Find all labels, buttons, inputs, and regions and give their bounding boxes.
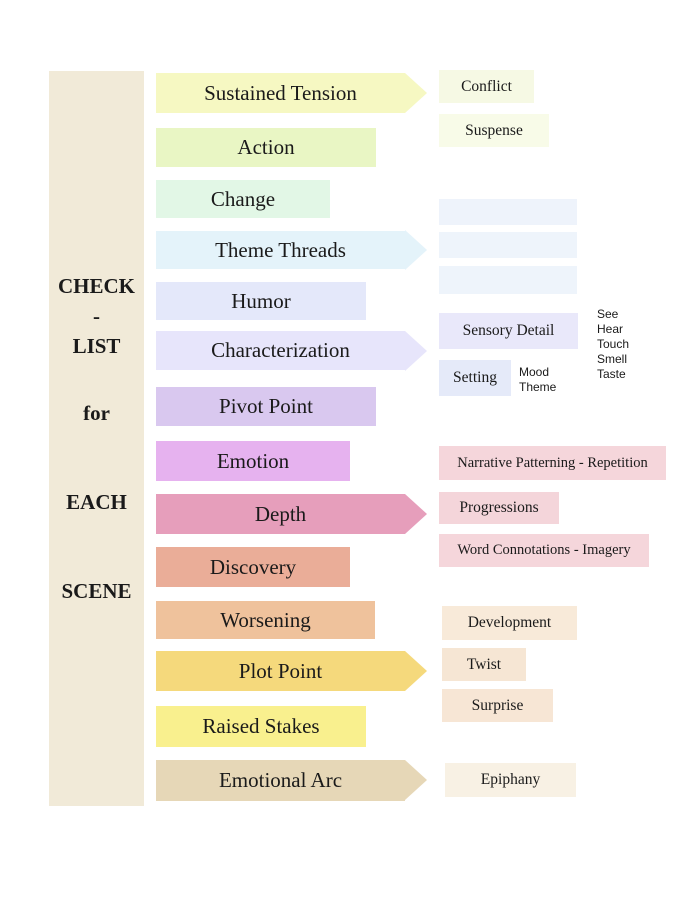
detail-progressions: Progressions xyxy=(439,492,559,524)
sense-taste: Taste xyxy=(597,367,626,381)
element-humor xyxy=(156,282,366,320)
element-pivot-point xyxy=(156,387,376,426)
element-characterization xyxy=(156,331,405,370)
sidebar-word-scene: SCENE xyxy=(61,579,132,603)
arrow-characterization xyxy=(405,331,427,371)
sense-see: See xyxy=(597,307,619,321)
theme-thread-blank-box xyxy=(439,232,577,258)
element-label: Theme Threads xyxy=(215,237,346,262)
detail-setting: Setting xyxy=(439,360,511,396)
sense-touch: Touch xyxy=(597,337,630,351)
element-sustained-tension xyxy=(156,73,405,113)
sense-hear: Hear xyxy=(597,322,624,336)
element-label: Pivot Point xyxy=(219,394,313,418)
element-label: Worsening xyxy=(220,607,311,632)
senses-list xyxy=(597,307,629,382)
detail-narrative-patterning: Narrative Patterning - Repetition xyxy=(439,446,666,480)
detail-sensory-detail: Sensory Detail xyxy=(439,313,578,349)
element-theme-threads xyxy=(156,231,405,269)
arrow-depth xyxy=(405,494,427,534)
detail-conflict: Conflict xyxy=(439,70,534,103)
sidebar-word-list: LIST xyxy=(72,334,121,358)
element-worsening xyxy=(156,601,375,639)
note-mood: Mood xyxy=(519,365,550,379)
detail-epiphany: Epiphany xyxy=(445,763,576,797)
arrow-plot-point xyxy=(405,651,427,691)
sidebar-word-each: EACH xyxy=(66,490,127,514)
element-plot-point xyxy=(156,651,405,691)
element-label: Discovery xyxy=(209,554,297,579)
element-label: Change xyxy=(210,186,276,211)
element-label: Depth xyxy=(254,501,307,526)
sense-smell: Smell xyxy=(597,352,628,366)
element-label: Plot Point xyxy=(238,658,323,683)
setting-notes xyxy=(519,365,556,395)
arrow-sustained-tension xyxy=(405,73,427,113)
element-label: Characterization xyxy=(211,338,350,362)
detail-development: Development xyxy=(442,606,577,640)
element-raised-stakes xyxy=(156,706,366,747)
element-action xyxy=(156,128,376,167)
element-discovery xyxy=(156,547,350,587)
detail-twist: Twist xyxy=(442,648,526,681)
detail-surprise: Surprise xyxy=(442,689,553,722)
sidebar-word-for: for xyxy=(83,401,110,425)
element-label: Sustained Tension xyxy=(204,80,357,105)
element-change xyxy=(156,180,330,218)
element-emotion xyxy=(156,441,350,481)
theme-thread-blank-box xyxy=(439,266,577,294)
theme-thread-blank-box xyxy=(439,199,577,225)
element-label: Raised Stakes xyxy=(202,714,320,738)
detail-word-connotations: Word Connotations - Imagery xyxy=(439,534,649,567)
sidebar-word-check: CHECK xyxy=(57,274,135,298)
note-theme: Theme xyxy=(519,380,557,394)
element-emotional-arc xyxy=(156,760,405,801)
element-label: Emotion xyxy=(216,448,290,473)
detail-suspense: Suspense xyxy=(439,114,549,147)
checklist-sidebar xyxy=(49,71,144,806)
element-depth xyxy=(156,494,405,534)
element-label: Humor xyxy=(231,288,291,313)
arrow-theme-threads xyxy=(405,230,427,270)
arrow-emotional-arc xyxy=(405,760,427,800)
element-label: Action xyxy=(237,135,295,159)
element-label: Emotional Arc xyxy=(218,768,343,792)
sidebar-word-dash: - xyxy=(93,304,100,328)
